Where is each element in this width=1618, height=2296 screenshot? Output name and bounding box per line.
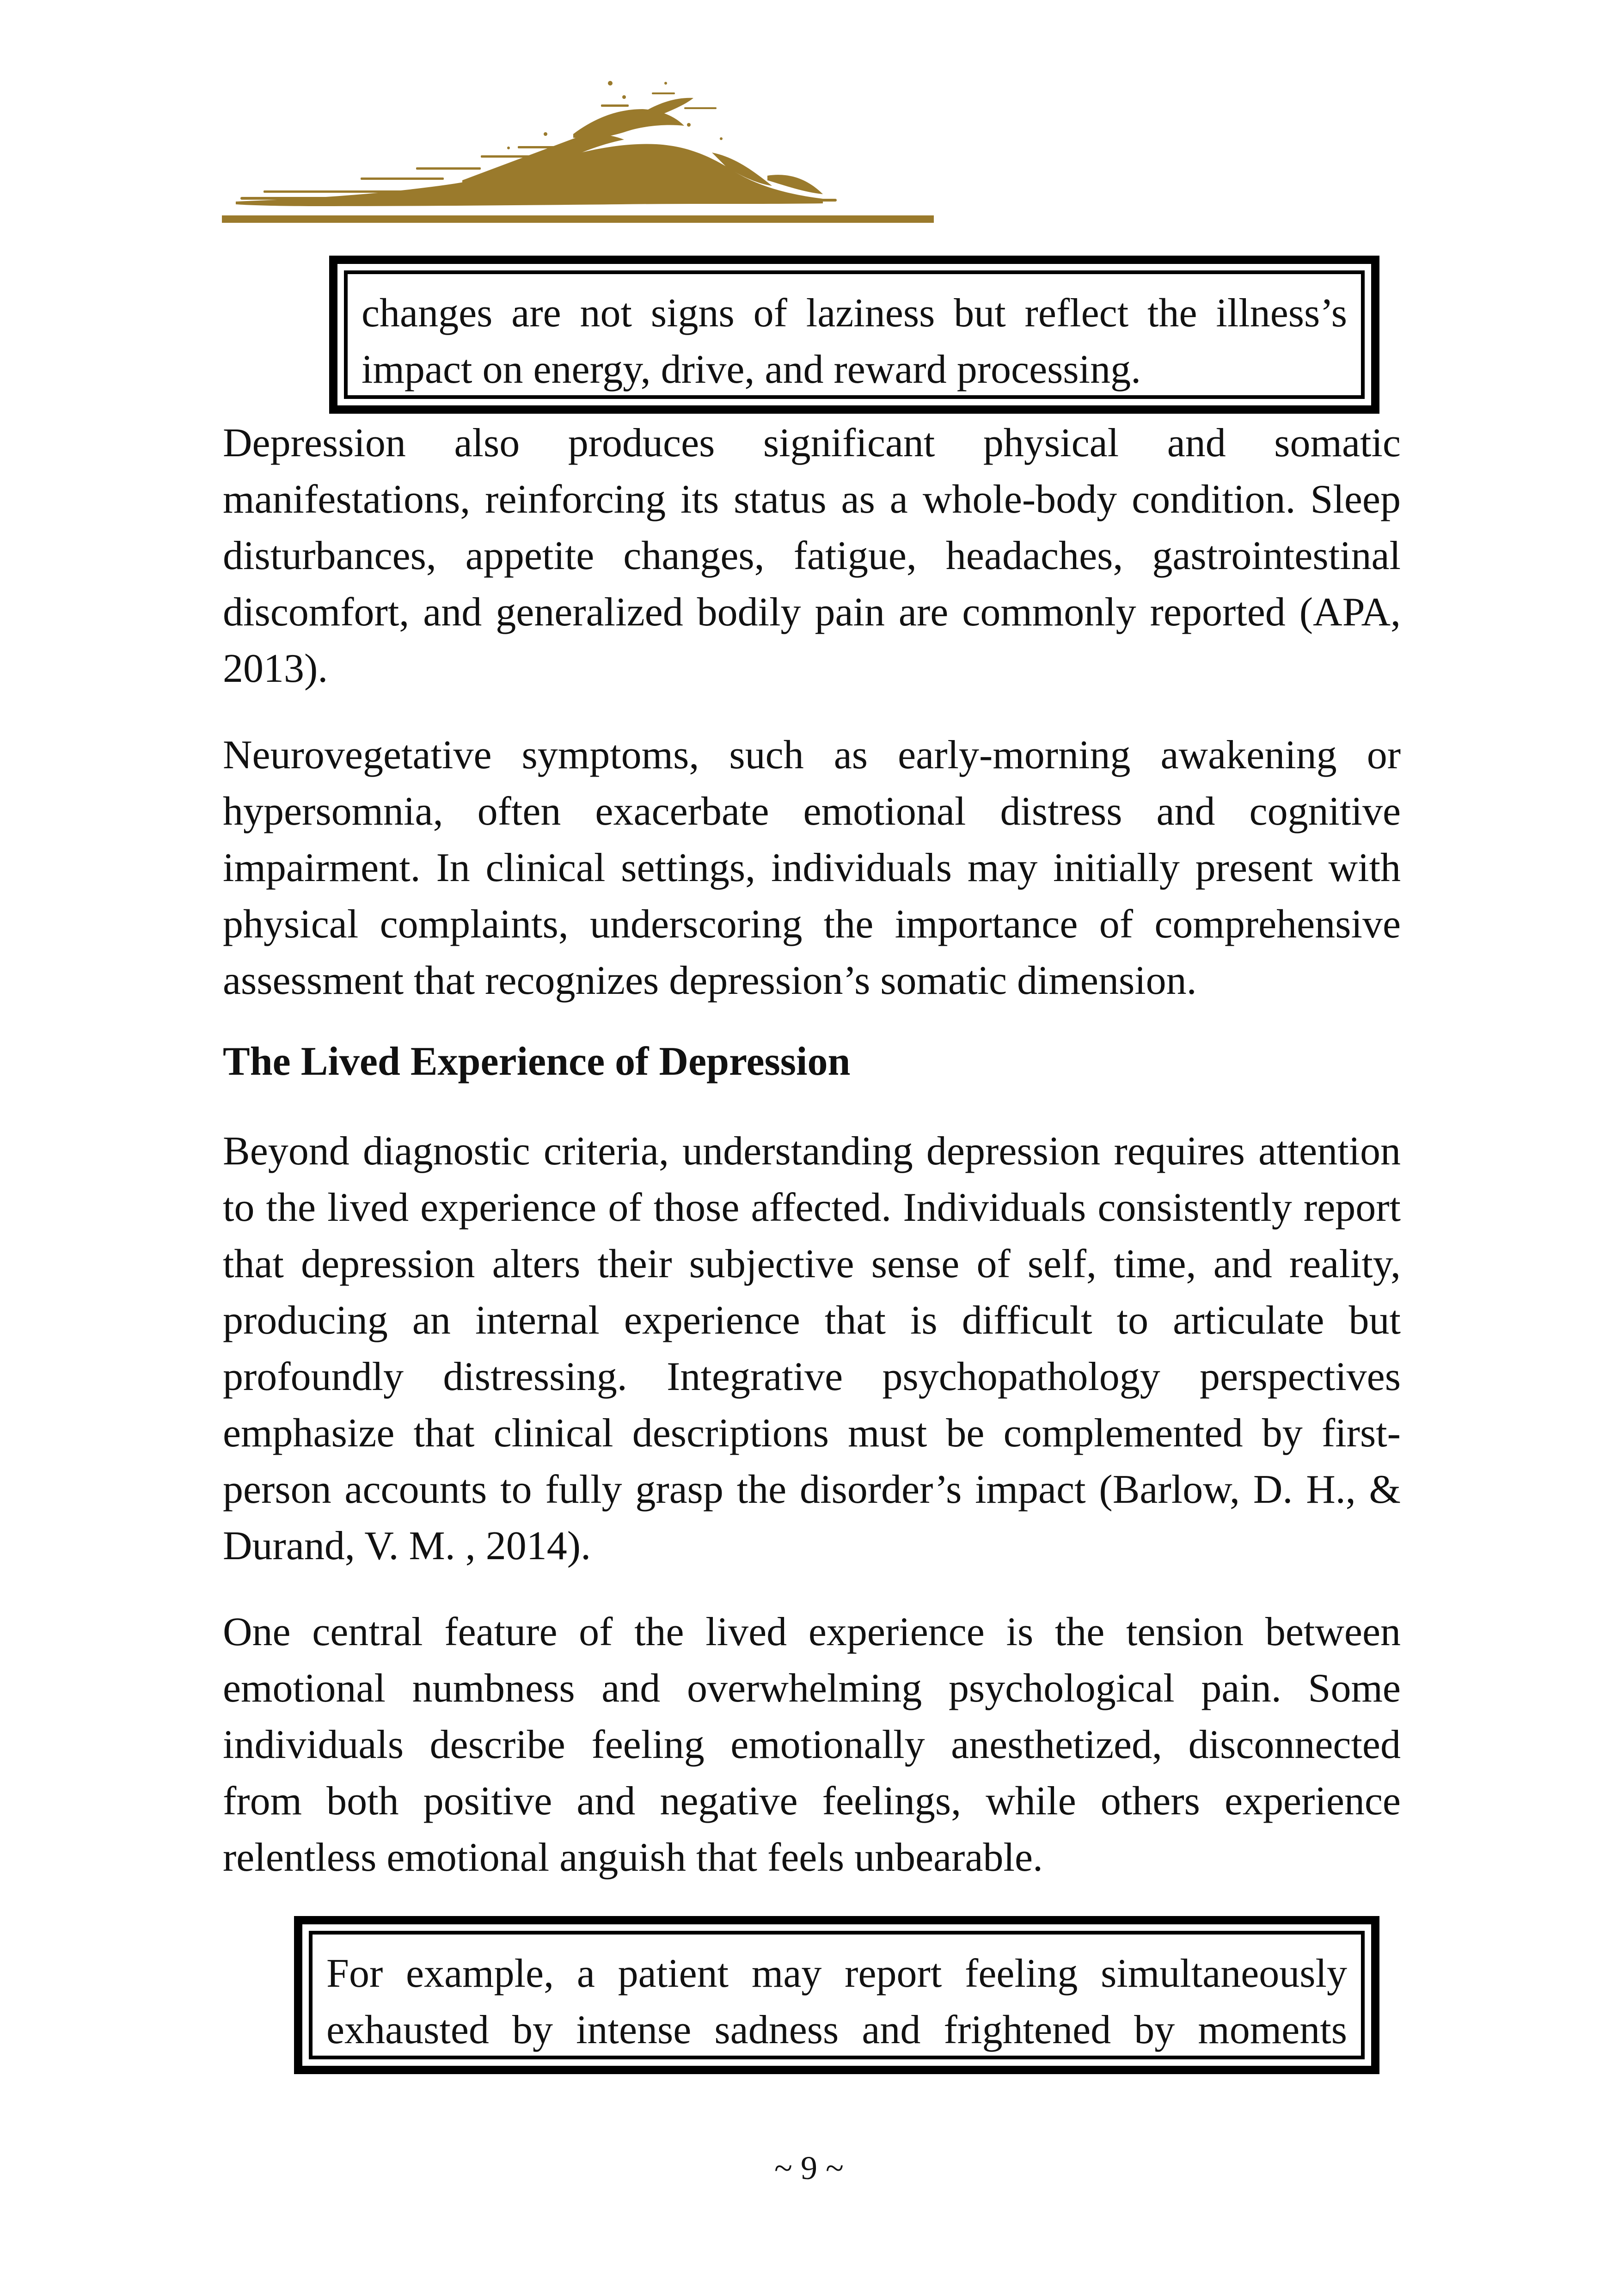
page-number: ~ 9 ~ <box>774 2149 844 2186</box>
paragraph-somatic-manifestations: Depression also produces significant physical and somatic manifestations, reinforcing its status as a whole-body condition. Sleep disturbances, appetite changes, fatigue, headaches, gastrointestinal discomfort, and generalized bodily pain are commonly reported (APA, 2013). <box>223 421 1401 691</box>
gold-brushstroke-ornament-icon <box>222 65 934 231</box>
highlight-box-bottom <box>294 1916 1379 2074</box>
paragraph-emotional-tension: One central feature of the lived experience is the tension between emotional numbness and overwhelming psychological pain. Some individuals describe feeling emotionally anesthetized, disconnected from both positive and negative feelings, while others experience relentless emotional anguish that feels unbearable. <box>223 1610 1401 1880</box>
paragraph-lived-experience: Beyond diagnostic criteria, understanding depression requires attention to the lived experience of those affected. Individuals consistently report that depression alters their subjective sense of self, time, and reality, producing an internal experience that is difficult to articulate but profoundly distressing. Integrative psychopathology perspectives emphasize that clinical descriptions must be complemented by first-person accounts to fully grasp the disorder’s impact (Barlow, D. H., & Durand, V. M. , 2014). <box>223 1129 1401 1568</box>
paragraph-neurovegetative-symptoms: Neurovegetative symptoms, such as early-morning awakening or hypersomnia, often exacerbate emotional distress and cognitive impairment. In clinical settings, individuals may initially present with physical complaints, underscoring the importance of comprehensive assessment that recognizes depression’s somatic dimension. <box>223 733 1401 1003</box>
highlight-box-top-text: changes are not signs of laziness but reflect the illness’s impact on energy, drive, and reward processing. <box>362 291 1347 392</box>
highlight-box-top-inner-frame <box>344 270 1365 399</box>
highlight-box-top <box>329 256 1379 414</box>
section-heading: The Lived Experience of Depression <box>223 1039 851 1084</box>
highlight-box-bottom-inner-frame <box>309 1931 1365 2059</box>
highlight-box-bottom-text: For example, a patient may report feeling simultaneously exhausted by intense sadness and frightened by moments <box>326 1951 1347 2052</box>
